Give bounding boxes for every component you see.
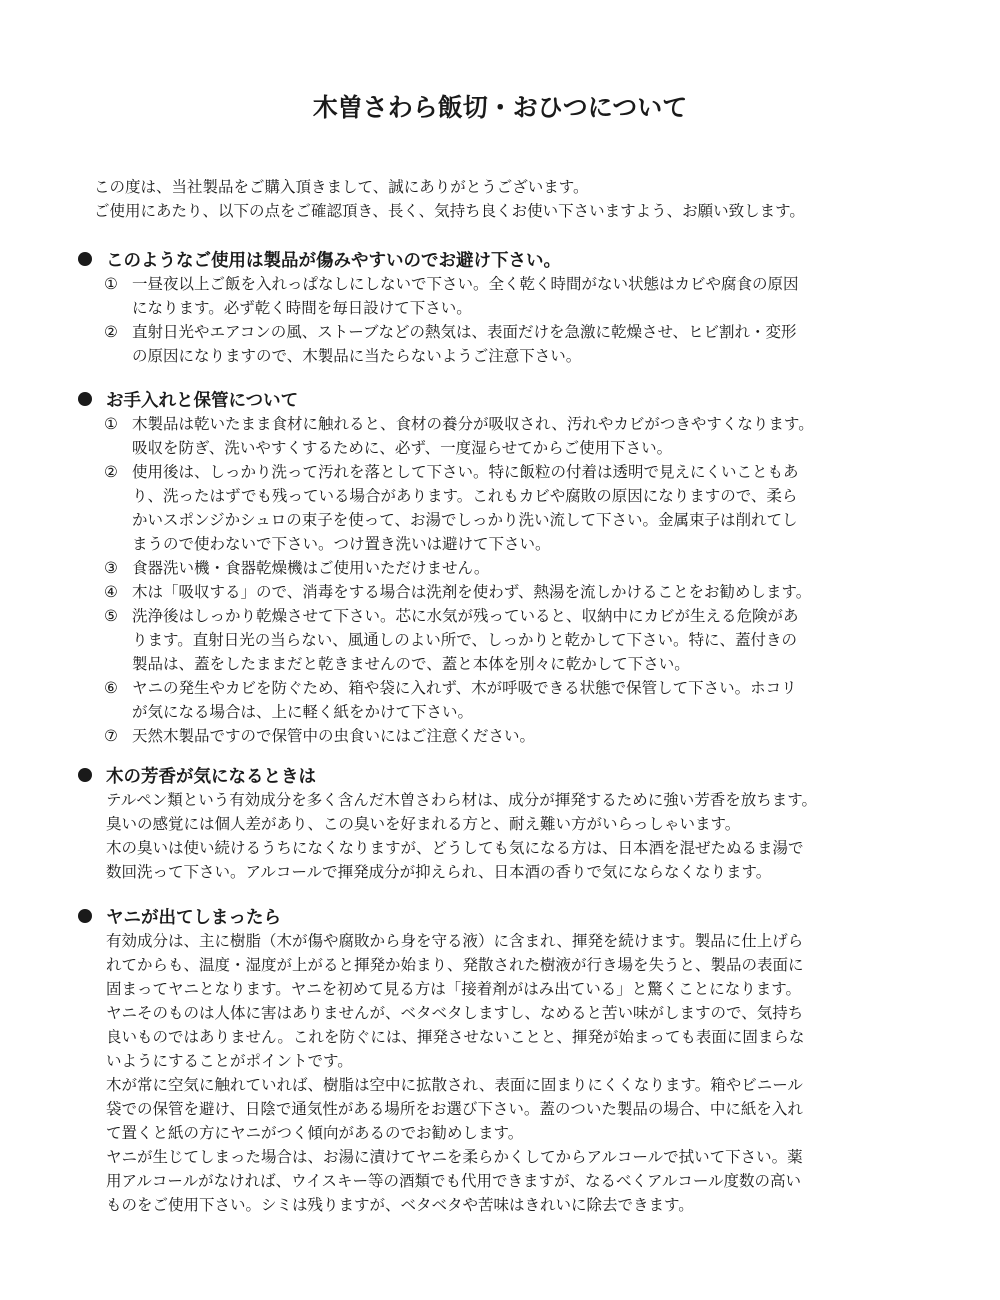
list-item	[104, 320, 978, 368]
item-line: ります。直射日光の当らない、風通しのよい所で、しっかりと乾かして下さい。特に、蓋付きの	[132, 631, 797, 649]
paragraph-line: 木の臭いは使い続けるうちになくなりますが、どうしても気になる方は、日本酒を混ぜたぬるま湯で	[106, 839, 804, 857]
item-line: 食器洗い機・食器乾燥機はご使用いただけません。	[132, 559, 490, 577]
item-text	[132, 272, 978, 320]
item-line: 直射日光やエアコンの風、ストーブなどの熱気は、表面だけを急激に乾燥させ、ヒビ割れ・変形	[132, 323, 797, 341]
section-care-storage	[78, 386, 978, 748]
paragraph-line: て置くと紙の方にヤニがつく傾向があるのでお勧めします。	[106, 1124, 524, 1142]
item-number: ⑤	[104, 607, 118, 625]
list-item	[104, 604, 978, 676]
item-line: ヤニの発生やカビを防ぐため、箱や袋に入れず、木が呼吸できる状態で保管して下さい。ホコリ	[132, 679, 797, 697]
section-heading	[78, 903, 978, 929]
intro-line: ご使用にあたり、以下の点をご確認頂き、長く、気持ち良くお使い下さいますよう、お願い致します。	[94, 202, 805, 220]
item-list	[78, 272, 978, 368]
item-number: ④	[104, 583, 118, 601]
paragraph-line: 良いものではありません。これを防ぐには、揮発させないことと、揮発が始まっても表面に固まらな	[106, 1028, 805, 1046]
section-paragraph	[106, 788, 978, 884]
list-item	[104, 556, 978, 580]
item-line: になります。必ず乾く時間を毎日設けて下さい。	[132, 299, 472, 317]
bullet-icon	[78, 392, 92, 406]
section-heading-text: ヤニが出てしまったら	[106, 907, 281, 928]
item-line: 木製品は乾いたまま食材に触れると、食材の養分が吸収され、汚れやカビがつきやすくなります。	[132, 415, 814, 433]
paragraph-line: ヤニそのものは人体に害はありませんが、ベタベタしますし、なめると苦い味がしますので、気持ち	[106, 1004, 804, 1022]
item-list	[78, 412, 978, 748]
section-aroma	[78, 762, 978, 884]
item-number: ①	[104, 275, 118, 293]
item-text	[132, 412, 978, 460]
bullet-icon	[78, 909, 92, 923]
list-item	[104, 580, 978, 604]
item-number: ②	[104, 323, 118, 341]
paragraph-line: 袋での保管を避け、日陰で通気性がある場所をお選び下さい。蓋のついた製品の場合、中に紙を入れ	[106, 1100, 803, 1118]
paragraph-line: ものをご使用下さい。シミは残りますが、ベタベタや苦味はきれいに除去できます。	[106, 1196, 694, 1214]
paragraph-line: テルペン類という有効成分を多く含んだ木曽さわら材は、成分が揮発するために強い芳香を放ちます。	[106, 791, 817, 809]
item-line: 吸収を防ぎ、洗いやすくするために、必ず、一度湿らせてからご使用下さい。	[132, 439, 673, 457]
item-text	[132, 556, 978, 580]
list-item	[104, 724, 978, 748]
section-heading-text: お手入れと保管について	[106, 390, 299, 411]
page-title: 木曽さわら飯切・おひつについて	[312, 93, 688, 122]
item-number: ⑦	[104, 727, 118, 745]
item-text	[132, 676, 978, 724]
item-text	[132, 604, 978, 676]
section-heading	[78, 246, 978, 272]
list-item	[104, 272, 978, 320]
paragraph-line: 数回洗って下さい。アルコールで揮発成分が抑えられ、日本酒の香りで気にならなくなります。	[106, 863, 772, 881]
section-paragraph	[106, 929, 978, 1217]
item-line: り、洗ったはずでも残っている場合があります。これもカビや腐敗の原因になりますので、柔ら	[132, 487, 798, 505]
bullet-icon	[78, 768, 92, 782]
item-text	[132, 580, 978, 604]
paragraph-line: 固まってヤニとなります。ヤニを初めて見る方は「接着剤がはみ出ている」と驚くことになります。	[106, 980, 802, 998]
item-text	[132, 724, 978, 748]
item-number: ②	[104, 463, 118, 481]
section-heading-text: 木の芳香が気になるときは	[106, 766, 316, 787]
item-line: まうので使わないで下さい。つけ置き洗いは避けて下さい。	[132, 535, 551, 553]
item-number: ⑥	[104, 679, 118, 697]
item-text	[132, 460, 978, 556]
item-line: 洗浄後はしっかり乾燥させて下さい。芯に水気が残っていると、収納中にカビが生える危険があ	[132, 607, 799, 625]
paragraph-line: 有効成分は、主に樹脂（木が傷や腐敗から身を守る液）に含まれ、揮発を続けます。製品に仕上げら	[106, 932, 804, 950]
list-item	[104, 460, 978, 556]
item-line: 製品は、蓋をしたままだと乾きませんので、蓋と本体を別々に乾かして下さい。	[132, 655, 690, 673]
item-line: 天然木製品ですので保管中の虫食いにはご注意ください。	[132, 727, 536, 745]
section-resin	[78, 903, 978, 1217]
paragraph-line: れてからも、温度・湿度が上がると揮発か始まり、発散された樹液が行き場を失うと、製品の表面に	[106, 956, 804, 974]
item-line: の原因になりますので、木製品に当たらないようご注意下さい。	[132, 347, 582, 365]
intro-text	[94, 175, 974, 223]
section-usage-warnings	[78, 246, 978, 368]
section-heading-text: このようなご使用は製品が傷みやすいのでお避け下さい。	[106, 250, 561, 271]
item-line: 使用後は、しっかり洗って汚れを落として下さい。特に飯粒の付着は透明で見えにくいこともあ	[132, 463, 799, 481]
section-heading	[78, 762, 978, 788]
item-text	[132, 320, 978, 368]
intro-line: この度は、当社製品をご購入頂きまして、誠にありがとうございます。	[94, 178, 589, 196]
paragraph-line: ヤニが生じてしまった場合は、お湯に漬けてヤニを柔らかくしてからアルコールで拭いて下さい。薬	[106, 1148, 803, 1166]
paragraph-line: 木が常に空気に触れていれば、樹脂は空中に拡散され、表面に固まりにくくなります。箱やビニール	[106, 1076, 803, 1094]
item-line: かいスポンジかシュロの束子を使って、お湯でしっかり洗い流して下さい。金属束子は削れてし	[132, 511, 798, 529]
paragraph-line: いようにすることがポイントです。	[106, 1052, 353, 1070]
section-heading	[78, 386, 978, 412]
item-line: 木は「吸収する」ので、消毒をする場合は洗剤を使わず、熱湯を流しかけることをお勧めします。	[132, 583, 812, 601]
item-line: 一昼夜以上ご飯を入れっぱなしにしないで下さい。全く乾く時間がない状態はカビや腐食の原因	[132, 275, 799, 293]
list-item	[104, 412, 978, 460]
paragraph-line: 臭いの感覚には個人差があり、この臭いを好まれる方と、耐え難い方がいらっしゃいます。	[106, 815, 741, 833]
item-number: ③	[104, 559, 118, 577]
bullet-icon	[78, 252, 92, 266]
paragraph-line: 用アルコールがなければ、ウイスキー等の酒類でも代用できますが、なるべくアルコール度数の高い	[106, 1172, 802, 1190]
item-line: が気になる場合は、上に軽く紙をかけて下さい。	[132, 703, 474, 721]
list-item	[104, 676, 978, 724]
item-number: ①	[104, 415, 118, 433]
